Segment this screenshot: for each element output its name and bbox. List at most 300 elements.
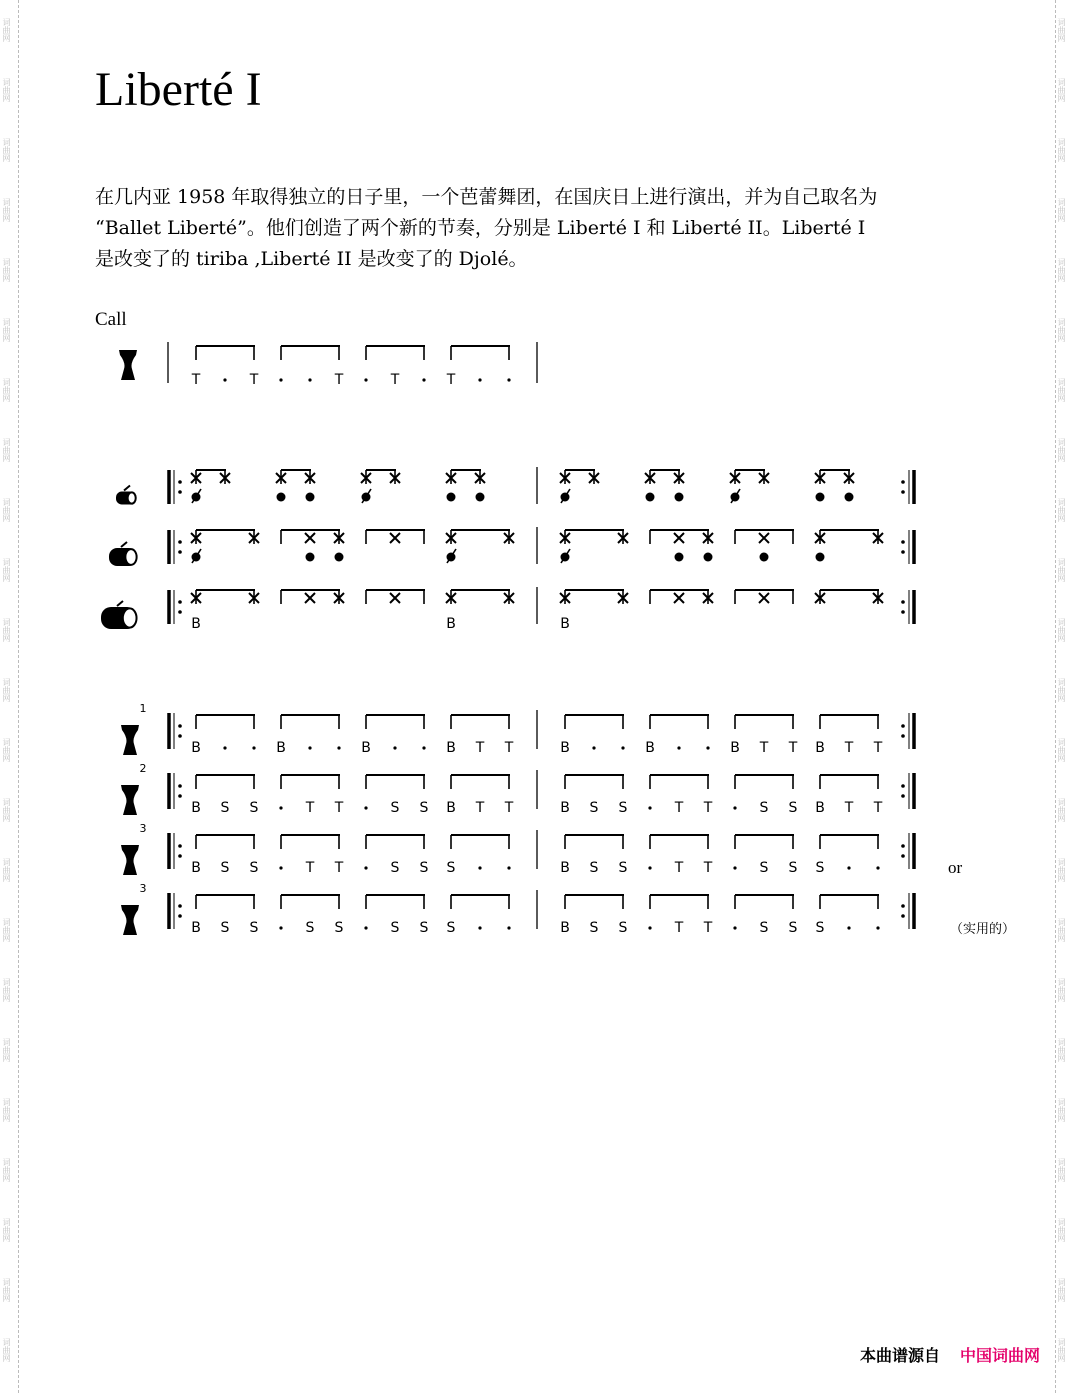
watermark-text: 词曲网 [2,1218,11,1242]
open-note [306,553,315,562]
repeat-dot [901,914,905,918]
stroke-label: B [730,740,740,756]
watermark-text: 词曲网 [2,1098,11,1122]
stroke-label: B [276,740,286,756]
watermark-text: 词曲网 [1057,1278,1066,1302]
watermark-text: 词曲网 [2,618,11,642]
stroke-label: S [334,920,344,936]
watermark-text: 词曲网 [2,438,11,462]
stroke-label: S [220,800,230,816]
bell-x-mark [815,473,825,483]
watermark-text: 词曲网 [1057,1038,1066,1062]
djembe-beam-group [366,775,425,789]
watermark-text: 词曲网 [1057,258,1066,282]
bell-x-mark [191,533,201,543]
muted-note [561,493,570,502]
bell-x-mark [475,473,485,483]
djembe-beam-group [451,895,510,909]
stroke-label: B [191,860,201,876]
repeat-dot [901,610,905,614]
part-number: 3 [139,882,147,895]
mute-slash [192,489,201,503]
watermark-text: 词曲网 [2,558,11,582]
stroke-label: S [220,920,230,936]
dunun-beam-group [281,470,311,484]
stroke-label: B [815,740,825,756]
intro-paragraph [95,182,975,275]
repeat-dot [178,904,182,908]
stroke-label: T [674,800,684,816]
stroke-label: S [419,860,429,876]
stroke-label: S [815,860,825,876]
drum-head [123,608,137,627]
drum-head [128,492,136,503]
footer-site-link[interactable]: 中国词曲网 [959,1346,1040,1365]
djembe-shape [119,350,137,380]
bell-x-mark [305,593,315,603]
bell-x-mark [618,533,628,543]
dunun-beam-group [820,590,879,604]
drum-body [109,548,137,566]
djembe-beam-group [820,895,879,909]
bell-x-mark [191,473,201,483]
rest-dot [706,746,709,749]
bell-x-mark [504,593,514,603]
dunun-beam-group [451,470,481,484]
djembe-beam-group [196,775,255,789]
call-djembe-icon [119,350,137,380]
bell-x-mark [504,533,514,543]
stroke-label: T [703,800,713,816]
dunun-beam-group [565,590,624,604]
stroke-label: S [446,920,456,936]
mute-slash [192,549,201,563]
drum-stick [124,486,130,491]
open-note [277,493,286,502]
stroke-label: B [560,800,570,816]
stroke-label: T [674,860,684,876]
stroke-label: S [589,800,599,816]
part-number: 3 [139,822,147,835]
rest-dot [478,866,481,869]
intro-line-2: “Ballet Liberté”。他们创造了两个新的节奏，分别是 Liberté I 和 Liberté II。Liberté I [95,217,866,239]
open-note [476,493,485,502]
bell-x-mark [334,533,344,543]
djembe-beam-group [196,895,255,909]
djembe-beam-group [565,835,624,849]
repeat-dot [901,784,905,788]
bell-x-mark [390,473,400,483]
stroke-label: B [446,800,456,816]
stroke-label: T [844,740,854,756]
dunun-beam-group [735,590,794,604]
djembe-beam-group [820,835,879,849]
djembe-beam-group [565,715,624,729]
dunun-beam-group [451,590,510,604]
rest-dot [847,926,850,929]
muted-note [192,553,201,562]
stroke-label: S [390,920,400,936]
open-note [704,553,713,562]
watermark-text: 词曲网 [2,798,11,822]
stroke-label: T [249,372,259,388]
bell-x-mark [560,593,570,603]
rest-dot [279,926,282,929]
drum-head [125,549,136,565]
bell-x-mark [674,533,684,543]
stroke-label: T [504,740,514,756]
bell-x-mark [220,473,230,483]
watermark-text: 词曲网 [1057,558,1066,582]
djembe-beam-group [565,775,624,789]
watermark-text: 词曲网 [2,1278,11,1302]
rest-dot [364,378,367,381]
bell-x-mark [815,533,825,543]
watermark-text: 词曲网 [1057,18,1066,42]
stroke-label: T [703,920,713,936]
stroke-label: S [589,860,599,876]
watermark-text: 词曲网 [2,1158,11,1182]
repeat-dot [901,854,905,858]
stroke-label: T [674,920,684,936]
djembe-beam-group [650,715,709,729]
watermark-text: 词曲网 [1057,858,1066,882]
rest-dot [422,378,425,381]
repeat-dot [901,480,905,484]
bass-label: B [560,616,570,632]
stroke-label: S [815,920,825,936]
open-note [845,493,854,502]
bell-x-mark [759,593,769,603]
rest-dot [364,926,367,929]
watermark-text: 词曲网 [2,318,11,342]
repeat-dot [901,904,905,908]
dunun-beam-group [565,470,595,484]
dunun-beam-group [366,590,425,604]
stroke-label: T [390,372,400,388]
djembe-shape [121,905,139,935]
rest-dot [648,866,651,869]
dunun-beam-group [650,530,709,544]
djembe-beam-group [366,835,425,849]
dunun-beam-group [735,530,794,544]
bass-label: B [191,616,201,632]
stroke-label: B [560,740,570,756]
watermark-text: 词曲网 [1057,978,1066,1002]
watermark-text: 词曲网 [1057,378,1066,402]
muted-note [447,553,456,562]
djembe-beam-group [820,775,879,789]
open-note [306,493,315,502]
dunun-beam-group [735,470,765,484]
djembe-beam-group [820,715,879,729]
repeat-dot [178,480,182,484]
mute-slash [447,549,456,563]
repeat-dot [901,724,905,728]
footer-credit [860,1343,1040,1366]
stroke-label: S [618,860,628,876]
repeat-dot [178,540,182,544]
open-note [335,553,344,562]
rest-dot [393,746,396,749]
watermark-text: 词曲网 [1057,798,1066,822]
bell-x-mark [334,593,344,603]
watermark-text: 词曲网 [1057,678,1066,702]
repeat-dot [901,540,905,544]
dunun-beam-group [451,530,510,544]
rest-dot [733,806,736,809]
stroke-label: S [759,860,769,876]
muted-note [561,553,570,562]
stroke-label: B [191,920,201,936]
stroke-label: T [334,860,344,876]
stroke-label: T [475,800,485,816]
bell-x-mark [390,593,400,603]
djembe-beam-group [196,835,255,849]
djembe-icon [121,785,139,815]
rest-dot [422,746,425,749]
rest-dot [733,866,736,869]
stroke-label: S [759,920,769,936]
stroke-label: S [305,920,315,936]
repeat-dot [178,844,182,848]
djembe-beam-group [366,715,425,729]
watermark-column-right [1056,0,1072,1380]
rest-dot [677,746,680,749]
bell-x-mark [361,473,371,483]
stroke-label: B [446,740,456,756]
rest-dot [364,806,367,809]
bell-x-mark [249,533,259,543]
dunun-beam-group [366,470,396,484]
watermark-text: 词曲网 [1057,1218,1066,1242]
drum-stick [117,601,123,606]
djembe-icon [121,845,139,875]
rest-dot [876,926,879,929]
repeat-dot [178,610,182,614]
djembe-beam-group [650,835,709,849]
watermark-text: 词曲网 [2,138,11,162]
djembe-beam-group [196,715,255,729]
djembe-beam-group [281,715,340,729]
stroke-label: S [390,800,400,816]
watermark-text: 词曲网 [2,198,11,222]
mute-slash [561,489,570,503]
intro-line-1: 在几内亚 1958 年取得独立的日子里，一个芭蕾舞团，在国庆日上进行演出，并为自己取名为 [95,186,878,208]
bell-x-mark [873,533,883,543]
djembe-beam-group [451,835,510,849]
stroke-label: B [645,740,655,756]
rest-dot [308,378,311,381]
stroke-label: T [475,740,485,756]
stroke-label: T [334,372,344,388]
stroke-label: T [873,800,883,816]
stroke-label: T [759,740,769,756]
djembe-beam-group [650,895,709,909]
call-label: Call [95,309,127,330]
watermark-text: 词曲网 [2,858,11,882]
open-note [816,493,825,502]
rest-dot [733,926,736,929]
watermark-text: 词曲网 [1057,498,1066,522]
stroke-label: S [419,920,429,936]
rest-dot [279,378,282,381]
bell-x-mark [815,593,825,603]
rest-dot [252,746,255,749]
djembe-icon [121,725,139,755]
part-number: 2 [139,762,147,775]
mute-slash [561,549,570,563]
watermark-text: 词曲网 [1057,918,1066,942]
bell-x-mark [446,593,456,603]
djembe-beam-group [281,895,340,909]
watermark-text: 词曲网 [2,1038,11,1062]
muted-note [362,493,371,502]
repeat-dot [901,734,905,738]
dunun-beam-group [196,470,226,484]
bell-x-mark [305,473,315,483]
rest-dot [876,866,879,869]
dunun-beam-group [820,530,879,544]
bell-x-mark [759,533,769,543]
stroke-label: T [703,860,713,876]
stroke-label: B [560,920,570,936]
rest-dot [507,926,510,929]
stroke-label: S [788,800,798,816]
muted-note [731,493,740,502]
djembe-beam-group [451,715,510,729]
rest-dot [364,866,367,869]
bell-x-mark [759,473,769,483]
bell-x-mark [276,473,286,483]
drum-body [116,492,136,505]
repeat-dot [178,550,182,554]
rest-dot [648,926,651,929]
djembe-beam-group [281,835,340,849]
call-beam-group [281,346,340,360]
stroke-label: S [446,860,456,876]
djembe-beam-group [735,895,794,909]
watermark-text: 词曲网 [2,498,11,522]
dunun-beam-group [196,530,255,544]
stroke-label: S [618,800,628,816]
kenkeni-icon [116,486,136,505]
repeat-dot [178,784,182,788]
djembe-beam-group [565,895,624,909]
watermark-text: 词曲网 [2,258,11,282]
bell-x-mark [730,473,740,483]
stroke-label: T [191,372,201,388]
stroke-label: B [191,800,201,816]
stroke-label: B [560,860,570,876]
bell-x-mark [305,533,315,543]
stroke-label: S [419,800,429,816]
dunun-beam-group [650,590,709,604]
stroke-label: T [504,800,514,816]
repeat-dot [901,490,905,494]
stroke-label: S [220,860,230,876]
repeat-dot [178,600,182,604]
repeat-dot [178,794,182,798]
rest-dot [621,746,624,749]
intro-line-3: 是改变了的 tiriba ,Liberté II 是改变了的 Djolé。 [95,248,528,270]
rest-dot [308,746,311,749]
dunun-beam-group [281,530,340,544]
open-note [675,493,684,502]
rest-dot [478,378,481,381]
watermark-text: 词曲网 [1057,738,1066,762]
djembe-shape [121,725,139,755]
watermark-text: 词曲网 [1057,1158,1066,1182]
stroke-label: T [788,740,798,756]
djembe-shape [121,845,139,875]
drum-body [101,607,137,629]
mute-slash [362,489,371,503]
djembe-beam-group [281,775,340,789]
open-note [675,553,684,562]
rest-dot [478,926,481,929]
bell-x-mark [873,593,883,603]
dunun-beam-group [820,470,850,484]
bell-x-mark [844,473,854,483]
rest-dot [337,746,340,749]
watermark-text: 词曲网 [2,678,11,702]
rest-dot [223,746,226,749]
watermark-text: 词曲网 [2,378,11,402]
muted-note [192,493,201,502]
stroke-label: S [390,860,400,876]
stroke-label: T [446,372,456,388]
part-side-note: or [948,858,963,877]
stroke-label: S [788,860,798,876]
right-margin-strip [1055,0,1074,1393]
open-note [646,493,655,502]
part-side-note: （实用的） [950,922,1016,937]
watermark-text: 词曲网 [1057,198,1066,222]
watermark-text: 词曲网 [1057,438,1066,462]
bell-x-mark [249,593,259,603]
djembe-beam-group [735,835,794,849]
bell-x-mark [390,533,400,543]
sangban-icon [109,542,137,566]
stroke-label: T [305,860,315,876]
watermark-text: 词曲网 [1057,318,1066,342]
stroke-label: T [844,800,854,816]
stroke-label: T [305,800,315,816]
watermark-text: 词曲网 [1057,1098,1066,1122]
stroke-label: T [873,740,883,756]
djembe-beam-group [735,715,794,729]
watermark-text: 词曲网 [2,978,11,1002]
dundunba-icon [101,601,137,629]
left-margin-strip [0,0,19,1393]
repeat-dot [901,600,905,604]
rest-dot [648,806,651,809]
page-title: Liberté I [95,63,262,116]
rest-dot [592,746,595,749]
call-beam-group [451,346,510,360]
repeat-dot [178,724,182,728]
bell-x-mark [703,533,713,543]
djembe-beam-group [735,775,794,789]
stroke-label: S [589,920,599,936]
open-note [816,553,825,562]
watermark-text: 词曲网 [1057,1338,1066,1362]
watermark-text: 词曲网 [2,18,11,42]
rest-dot [279,866,282,869]
call-beam-group [366,346,425,360]
bell-x-mark [589,473,599,483]
